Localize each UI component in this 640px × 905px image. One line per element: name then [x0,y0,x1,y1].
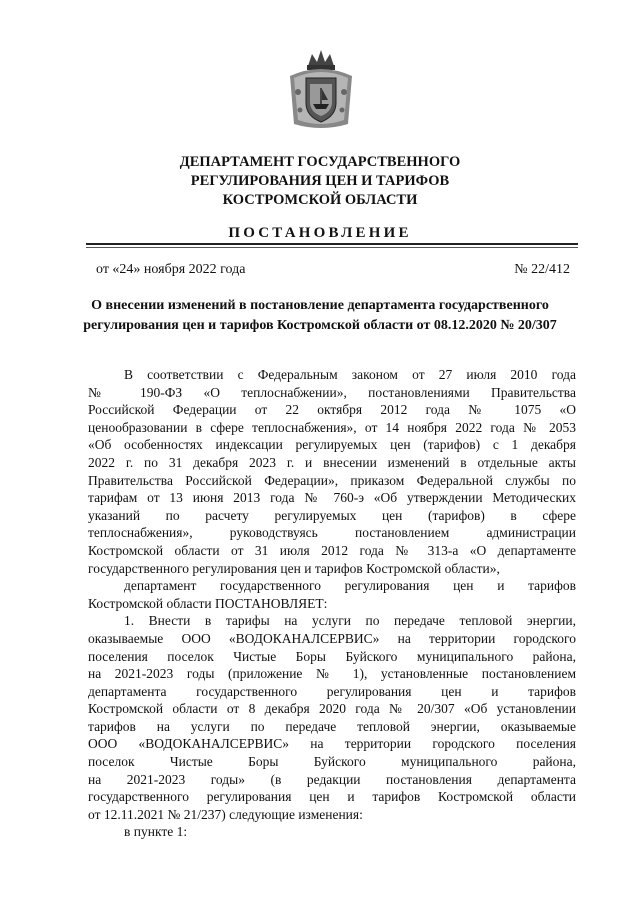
subject-line: О внесении изменений в постановление департамента государственного [91,298,549,313]
body-line: 2022 г. по 31 декабря 2023 г. и внесении изменений в отдельные акты [88,454,576,470]
body-line: департамент государственного регулирования цен и тарифов [124,578,576,594]
subject-line: регулирования цен и тарифов Костромской области от 08.12.2020 № 20/307 [83,318,557,333]
body-line: Костромской области ПОСТАНОВЛЯЕТ: [88,595,328,611]
body-line: ценообразовании в сфере теплоснабжения», от 14 ноября 2022 года № 2053 [88,419,576,435]
body-line: Правительства Российской Федерации», приказом Федеральной службы по [88,472,576,488]
body-line: № 190-ФЗ «О теплоснабжении», постановлениями Правительства [88,384,576,400]
body-line: поселения поселок Чистые Боры Буйского муниципального района, [88,648,576,664]
department-name [0,153,640,210]
department-name-line: КОСТРОМСКОЙ ОБЛАСТИ [222,192,418,208]
body-line: ООО «ВОДОКАНАЛСЕРВИС» на территории городского поселения [88,736,576,752]
department-name-line: ДЕПАРТАМЕНТ ГОСУДАРСТВЕННОГО [179,154,461,170]
body-line: Российской Федерации от 22 октября 2012 года № 1075 «О [88,402,576,418]
body-line: 1. Внести в тарифы на услуги по передаче тепловой энергии, [124,613,576,629]
body-line: В соответствии с Федеральным законом от 27 июля 2010 года [124,367,576,382]
body-line: Костромской области от 31 июля 2012 года № 313-а «О департаменте [88,542,576,558]
body-line: Костромской области от 8 декабря 2020 года № 20/307 «Об установлении [88,701,576,717]
body-line: тарифам от 13 июня 2013 года № 760-э «Об утверждении Методических [88,490,576,506]
document-type-title: ПОСТАНОВЛЕНИЕ [228,225,412,241]
body-line: указаний по расчету регулируемых цен (тарифов) в сфере [88,507,576,523]
header-divider [86,243,578,245]
header-divider-thin [86,247,578,248]
body-line: в пункте 1: [124,824,188,840]
body-line: поселок Чистые Боры Буйского муниципального района, [88,754,576,770]
body-line: тарифов на услуги по передаче тепловой энергии, оказываемые [88,718,576,734]
coat-of-arms-emblem [286,48,356,130]
body-line: «Об особенностях индексации регулируемых цен (тарифов) с 1 декабря [88,437,576,453]
department-name-line: РЕГУЛИРОВАНИЯ ЦЕН И ТАРИФОВ [190,173,450,189]
body-line: от 12.11.2021 № 21/237) следующие изменения: [88,806,363,822]
body-line: на 2021-2023 годы (приложение № 1), установленные постановлением [88,666,576,682]
body-line: государственного регулирования цен и тарифов Костромской области», [88,560,500,576]
document-body [88,366,576,841]
document-date: от «24» ноября 2022 года [96,262,246,277]
body-line: на 2021-2023 годы» (в редакции постановления департамента [88,771,576,787]
document-number: № 22/412 [514,262,570,277]
body-line: государственного регулирования цен и тарифов Костромской области [88,789,576,805]
body-line: теплоснабжения», руководствуясь постановлением администрации [88,525,576,541]
body-line: департамента государственного регулирования цен и тарифов [88,683,576,699]
body-line: оказываемые ООО «ВОДОКАНАЛСЕРВИС» на территории городского [88,630,576,646]
document-subject [0,296,640,336]
